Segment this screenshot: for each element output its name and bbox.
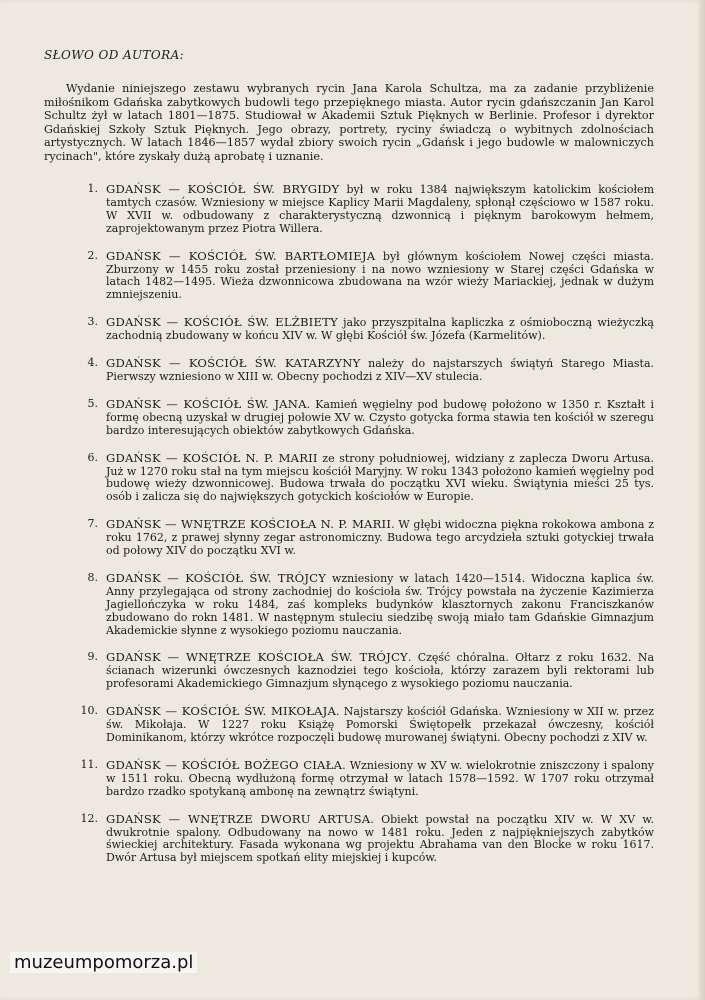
entry-title: GDAŃSK — KOŚCIÓŁ ŚW. BARTŁOMIEJA (106, 248, 376, 263)
entry-number: 9. (87, 650, 98, 664)
page-edge (699, 0, 705, 1000)
entry-title: GDAŃSK — KOŚCIÓŁ ŚW. TRÓJCY (106, 570, 327, 585)
entry-title: GDAŃSK — KOŚCIÓŁ ŚW. ELŻBIETY (106, 315, 338, 330)
entry-text: . Obiekt powstał na początku XIV w. W XV w. dwukrotnie spalony. Odbudowany na nowo w 1481 roku. Jeden z najpiękniejszych zabytków świeckiej architektury. Fasada wykonana wg projektu Abrahama van den Blocke w roku 1617. Dwór Artusa był miejscem spotkań elity miejskiej i kupców. (106, 812, 654, 865)
entry-title: GDAŃSK — KOŚCIÓŁ ŚW. JANA (106, 396, 307, 411)
list-item (87, 182, 655, 236)
entry-text: był w roku 1384 największym katolickim kościołem tamtych czasów. Wzniesiony w miejsce Kaplicy Marii Magdaleny, spłonął częściowo w 1587 roku. W XVII w. odbudowany z charakterystyczną dzwonnicą i pięknym barokowym hełmem, zaprojektowanym przez Piotra Willera. (106, 183, 655, 235)
list-item (87, 356, 654, 384)
entry-number: 10. (80, 704, 98, 718)
entry-number: 1. (87, 182, 98, 195)
entry-title: GDAŃSK — KOŚCIÓŁ N. P. MARII (106, 450, 318, 465)
list-item (87, 650, 654, 691)
entry-title: GDAŃSK — WNĘTRZE DWORU ARTUSA (106, 811, 371, 826)
entry-list (80, 182, 655, 865)
entry-text: . Kamień węgielny pod budowę położono w 1350 r. Kształt i formę obecną uzyskał w drugiej połowie XV w. Czysto gotycka forma stawia ten kościół w szeregu bardzo interesujących obiektów zabytkowych Gdańska. (106, 397, 654, 437)
entry-text: jako przyszpitalna kapliczka z ośmioboczną wieżyczką zachodnią zbudowany w końcu XIV w. W głębi Kościół św. Józefa (Karmelitów). (106, 316, 654, 343)
watermark: muzeumpomorza.pl (10, 952, 197, 973)
list-item (87, 315, 654, 343)
entry-number: 3. (87, 315, 98, 329)
entry-text: . Wzniesiony w XV w. wielokrotnie zniszczony i spalony w 1511 roku. Obecną wydłużoną formę otrzymał w latach 1578—1592. W 1707 roku otrzymał bardzo rzadko spotykaną ambonę na zewnątrz świątyni. (106, 758, 654, 798)
section-header: SŁOWO OD AUTORA: (44, 48, 185, 62)
list-item (80, 811, 654, 866)
entry-number: 2. (87, 248, 98, 262)
entry-number: 11. (80, 757, 98, 771)
entry-text: . Część chóralna. Ołtarz z roku 1632. Na ścianach wizerunki ówczesnych kaznodziei tego kościoła, którzy zarazem byli rektorami lub profesorami Akademickiego Gimnazjum słynącego z wysokiego poziomu nauczania. (106, 651, 654, 691)
list-item (87, 517, 654, 558)
entry-text: . W głębi widoczna piękna rokokowa ambona z roku 1762, z prawej słynny zegar astronomiczny. Budowa tego arcydzieła sztuki gotyckiej trwała od połowy XIV do początku XVI w. (106, 518, 654, 558)
entry-text: wzniesiony w latach 1420—1514. Widoczna kaplica św. Anny przylegająca od strony zachodniej do kościoła św. Trójcy powstała na życzenie Kazimierza Jagiellończyka w roku 1484, zaś kompleks budynków klasztornych zakonu Franciszkanów zbudowano do rokn 1481. W następnym stuleciu siedzibę swoją miało tam Gdańskie Gimnazjum Akademickie słynne z wysokiego poziomu nauczania. (106, 571, 654, 637)
list-item (80, 704, 654, 745)
entry-number: 12. (80, 811, 98, 825)
list-item (87, 396, 654, 438)
entry-title: GDAŃSK — WNĘTRZE KOŚCIOŁA ŚW. TRÓJCY (106, 650, 408, 665)
entry-title: GDAŃSK — KOŚCIÓŁ ŚW. MIKOŁAJA (106, 704, 337, 719)
list-item (87, 248, 654, 303)
entry-title: GDAŃSK — WNĘTRZE KOŚCIOŁA N. P. MARII (106, 517, 392, 532)
entry-text: należy do najstarszych świątyń Starego Miasta. Pierwszy wzniesiono w XIII w. Obecny pochodzi z XIV—XV stulecia. (106, 357, 654, 383)
entry-number: 6. (87, 450, 98, 464)
entry-number: 7. (87, 517, 98, 531)
entry-number: 4. (87, 356, 98, 370)
entry-title: GDAŃSK — KOŚCIÓŁ ŚW. BRYGIDY (106, 182, 340, 196)
list-item (87, 450, 654, 505)
entry-title: GDAŃSK — KOŚCIÓŁ BOŻEGO CIAŁA (106, 757, 343, 772)
entry-number: 8. (87, 570, 98, 584)
entry-number: 5. (87, 396, 98, 410)
entry-title: GDAŃSK — KOŚCIÓŁ ŚW. KATARZYNY (106, 356, 361, 371)
entry-text: był głównym kościołem Nowej części miasta. Zburzony w 1455 roku został przeniesiony i na nowo wzniesiony w Starej części Gdańska w latach 1482—1495. Wieża dzwonnicowa zbudowana na wzór wieży Mariackiej, jednak w dużym zmniejszeniu. (106, 249, 654, 302)
entry-text: . Najstarszy kościół Gdańska. Wzniesiony w XII w. przez św. Mikołaja. W 1227 roku Książę Pomorski Świętopełk przekazał ówczesny, kościół Dominikanom, którzy wkrótce rozpoczęli budowę murowanej świątyni. Obecny pochodzi z XIV w. (106, 705, 654, 744)
list-item (87, 570, 654, 638)
list-item (80, 757, 654, 799)
entry-text: ze strony południowej, widziany z zaplecza Dworu Artusa. Już w 1270 roku stał na tym miejscu kościół Maryjny. W roku 1343 położono kamień węgielny pod budowę wieży dzwonnicowej. Budowa trwała do początku XVI wieku. Świątynia mieści 25 tys. osób i zalicza się do największych gotyckich kościołów w Europie. (106, 451, 654, 504)
intro-paragraph: Wydanie niniejszego zestawu wybranych rycin Jana Karola Schultza, ma za zadanie przybliżenie miłośnikom Gdańska zabytkowych budowli tego przepięknego miasta. Autor rycin gdańszczanin Jan Karol Schultz żył w latach 1801—1875. Studiował w Akademii Sztuk Pięknych w Berlinie. Profesor i dyrektor Gdańskiej Szkoły Sztuk Pięknych. Jego obrazy, portrety, ryciny świadczą o wybitnych zdolnościach artystycznych. W latach 1846—1857 wydał zbiory swoich rycin „Gdańsk i jego budowle w malowniczych rycinach", które zyskały dużą aprobatę i uznanie. (44, 82, 654, 163)
